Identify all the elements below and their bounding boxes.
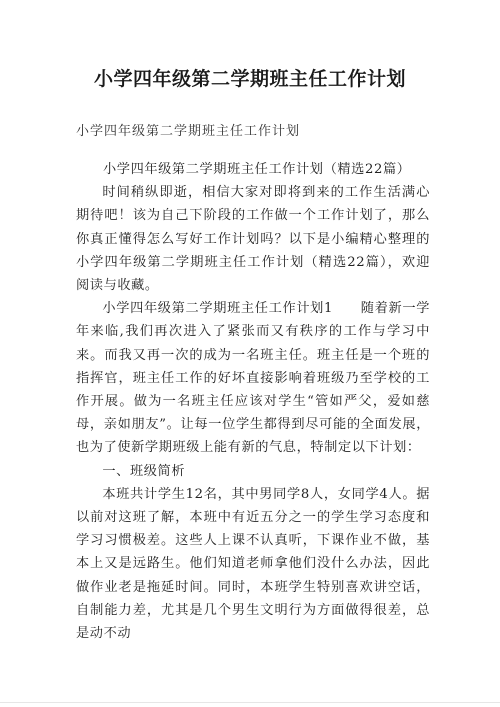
document-body (76, 158, 430, 645)
document-title: 小学四年级第二学期班主任工作计划 (93, 68, 406, 90)
section-heading-class-analysis: 一、班级简析 (102, 463, 186, 479)
page-bottom-divider (0, 702, 500, 703)
paragraph-heading: 小学四年级第二学期班主任工作计划（精选22篇） (103, 162, 411, 177)
paragraph-intro: 时间稍纵即逝，相信大家对即将到来的工作生活满心期待吧！该为自己下阶段的工作做一个工作计划了，那么你真正懂得怎么写好工作计划吗？以下是小编精心整理的小学四年级第二学期班主任工作计划（精选22篇），欢迎阅读与收藏。 (76, 185, 430, 294)
document-subtitle: 小学四年级第二学期班主任工作计划 (76, 124, 301, 139)
paragraph-plan-1: 小学四年级第二学期班主任工作计划1 随着新一学年来临,我们再次进入了紧张而又有秩序的工作与学习中来。而我又再一次的成为一名班主任。班主任是一个班的指挥官，班主任工作的好坏直接影响着班级乃至学校的工作开展。做为一名班主任应该对学生“管如严父，爱如慈母，亲如朋友”。让每一位学生都得到尽可能的全面发展，也为了使新学期班级上能有新的气息，特制定以下计划： (76, 301, 430, 456)
paragraph-class-analysis: 本班共计学生12名，其中男同学8人，女同学4人。据以前对这班了解，本班中有近五分之一的学生学习态度和学习习惯极差。这些人上课不认真听，下课作业不做，基本上又是远路生。他们知道老师拿他们没什么办法，因此做作业老是拖延时间。同时，本班学生特别喜欢讲空话，自制能力差，尤其是几个男生文明行为方面做得很差，总是动不动 (76, 486, 430, 642)
